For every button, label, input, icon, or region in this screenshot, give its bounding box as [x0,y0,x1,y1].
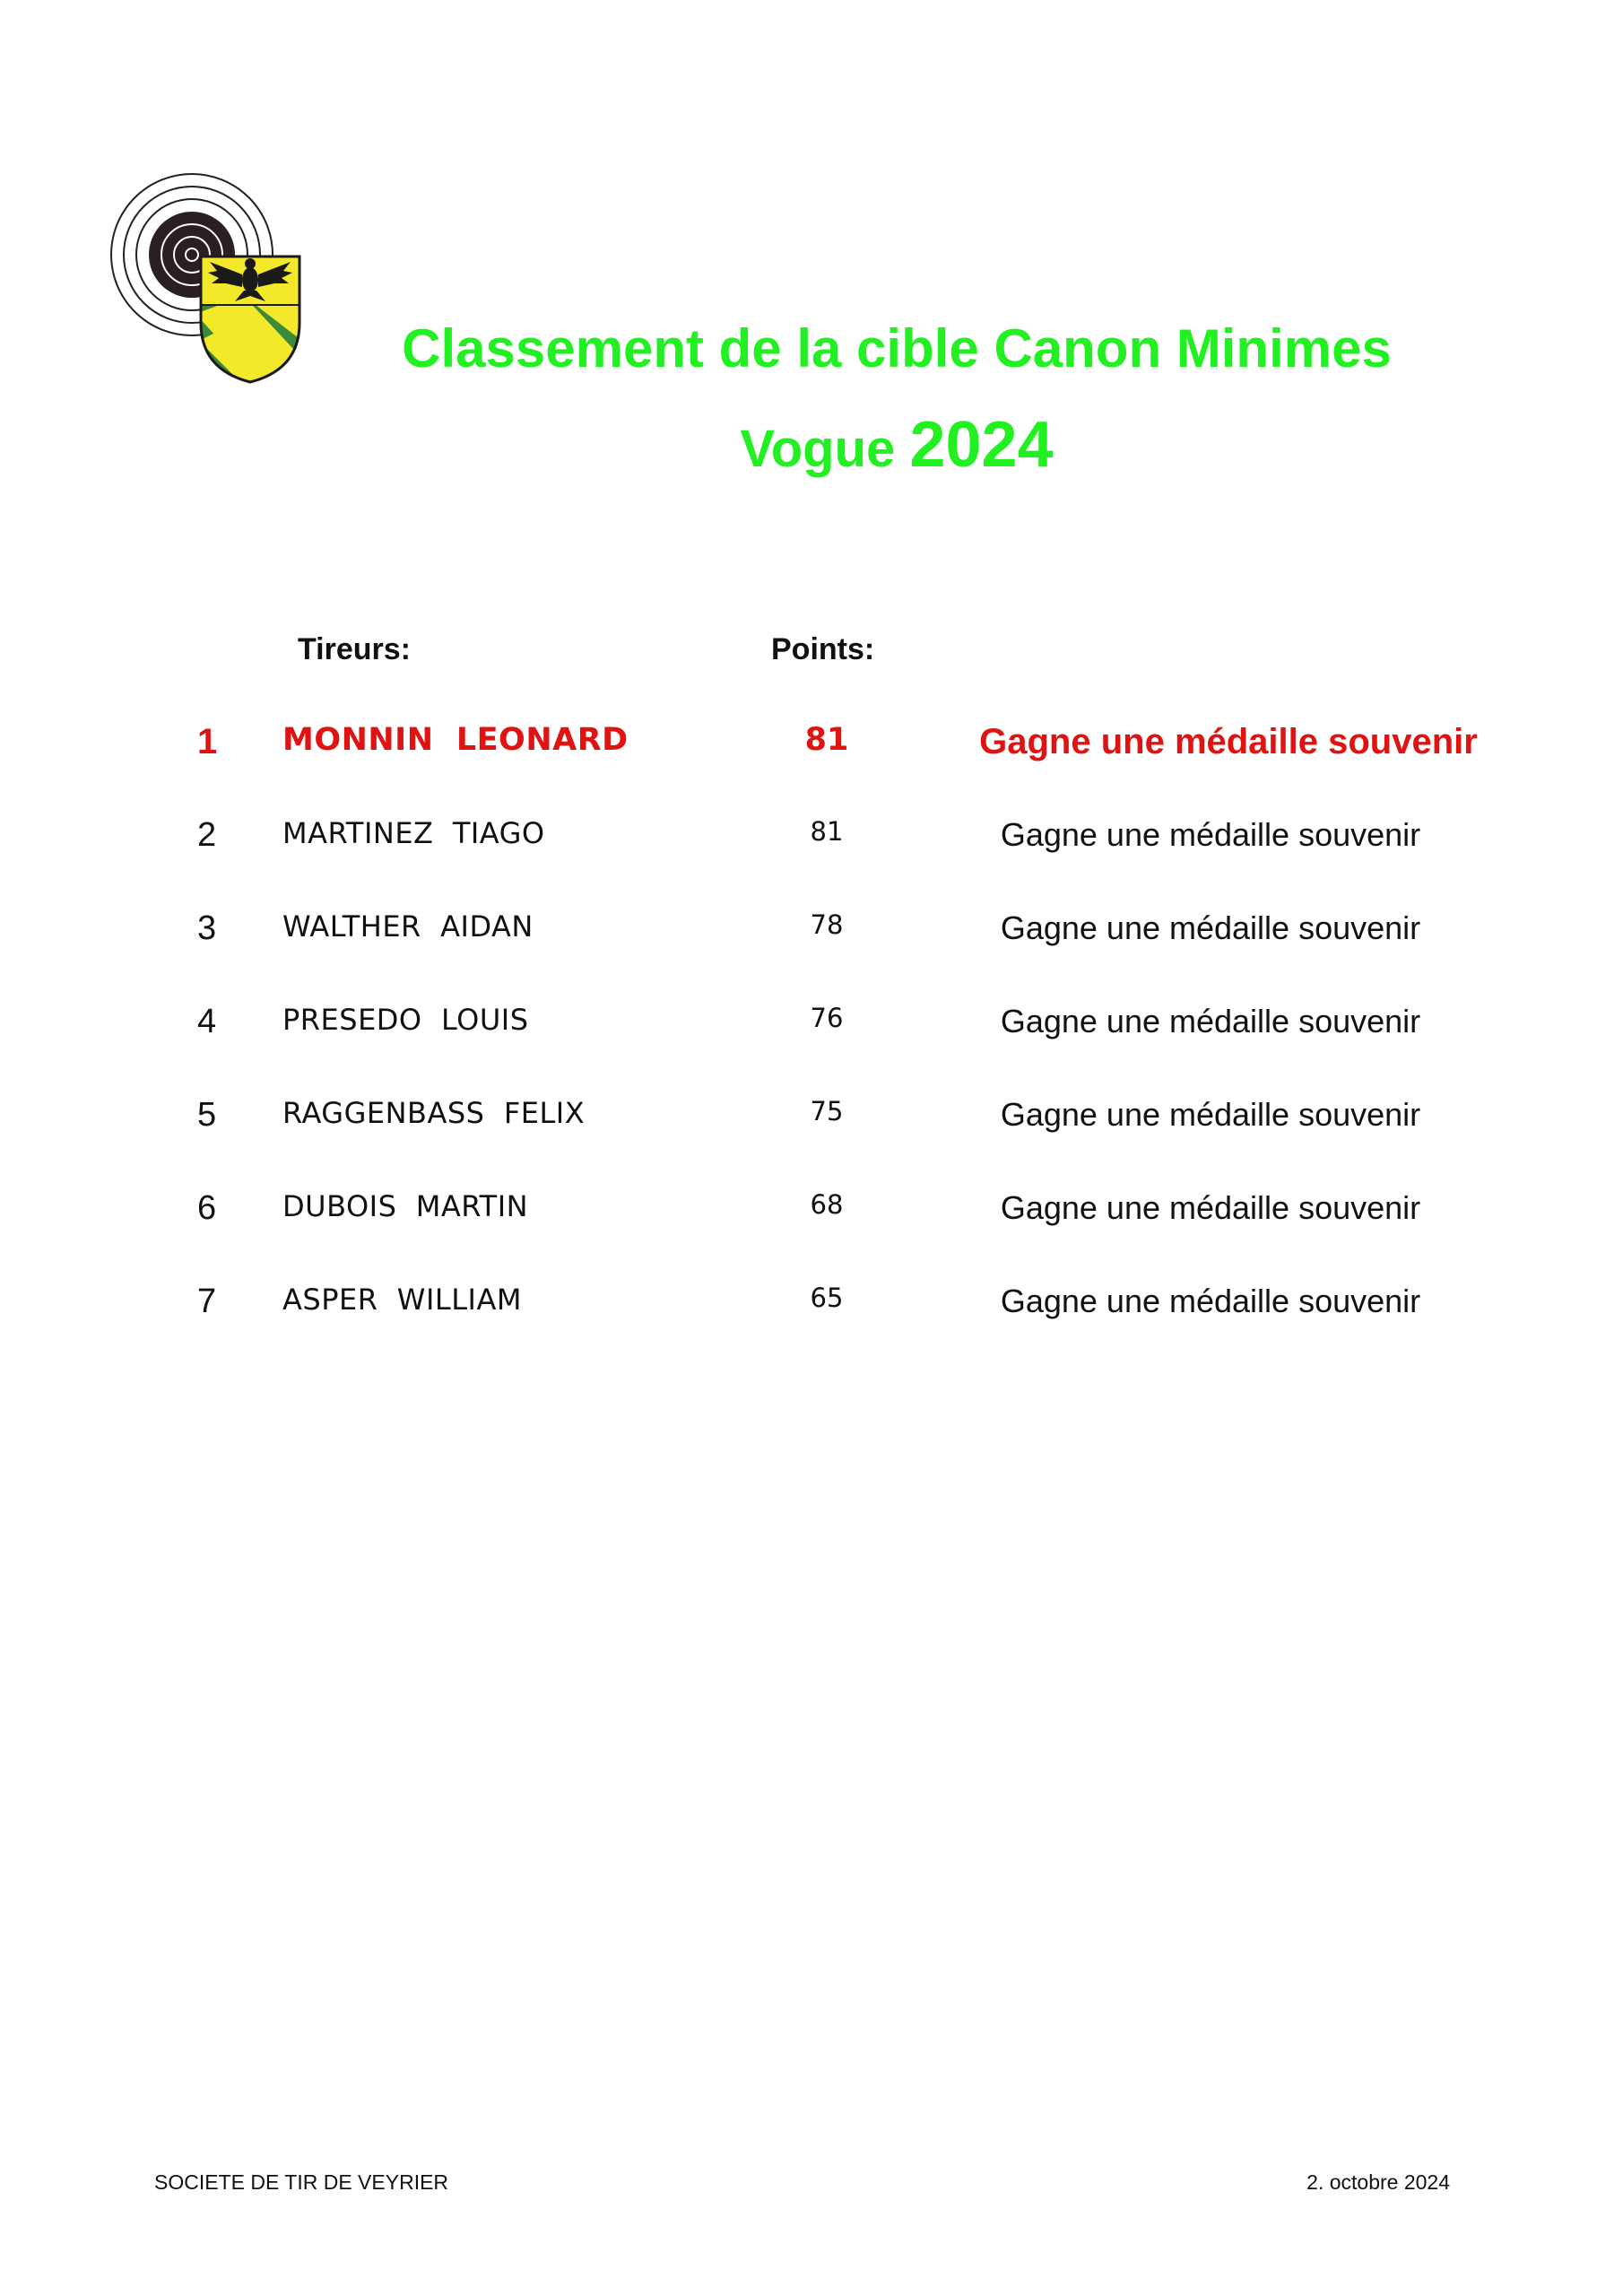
shooter-points: 65 [810,1283,844,1313]
ranking-row [0,1003,1623,1057]
shooter-name: RAGGENBASS FELIX [282,1096,586,1130]
ranking-row [0,1096,1623,1150]
ranking-row [0,1283,1623,1336]
ranking-row [0,816,1623,870]
shooter-points: 81 [810,816,844,847]
shooter-points: 81 [804,722,849,758]
footer-organization: SOCIETE DE TIR DE VEYRIER [154,2170,449,2194]
rank-number: 6 [197,1189,217,1227]
prize-text: Gagne une médaille souvenir [1000,1096,1421,1133]
shooter-points: 78 [810,909,844,940]
ranking-row [0,909,1623,963]
prize-text: Gagne une médaille souvenir [1000,909,1421,946]
shooter-name: PRESEDO LOUIS [282,1003,529,1037]
prize-text: Gagne une médaille souvenir [1000,1283,1421,1319]
shooter-points: 76 [810,1003,844,1033]
prize-text: Gagne une médaille souvenir [979,722,1478,761]
prize-text: Gagne une médaille souvenir [1000,1189,1421,1226]
shooter-name: MONNIN LEONARD [282,722,629,758]
subtitle-year: 2024 [909,409,1054,481]
rank-number: 5 [197,1096,217,1134]
column-header-shooters: Tireurs: [298,632,411,666]
subtitle-label: Vogue [740,420,896,478]
prize-text: Gagne une médaille souvenir [1000,1003,1421,1039]
page-subtitle [0,408,1623,482]
column-header-points: Points: [771,632,875,666]
shooter-name: ASPER WILLIAM [282,1283,522,1317]
rank-number: 1 [197,722,218,761]
shooter-name: WALTHER AIDAN [282,909,534,944]
rank-number: 3 [197,909,217,947]
ranking-row [0,722,1623,776]
footer-date: 2. octobre 2024 [1306,2170,1450,2194]
page-title: Classement de la cible Canon Minimes [402,318,1392,378]
rank-number: 7 [197,1283,217,1320]
prize-text: Gagne une médaille souvenir [1000,816,1421,853]
ranking-row [0,1189,1623,1243]
rank-number: 4 [197,1003,217,1040]
shooter-points: 68 [810,1189,844,1220]
shooter-name: DUBOIS MARTIN [282,1189,529,1223]
rank-number: 2 [197,816,217,854]
shooter-name: MARTINEZ TIAGO [282,816,545,850]
shooter-points: 75 [810,1096,844,1126]
